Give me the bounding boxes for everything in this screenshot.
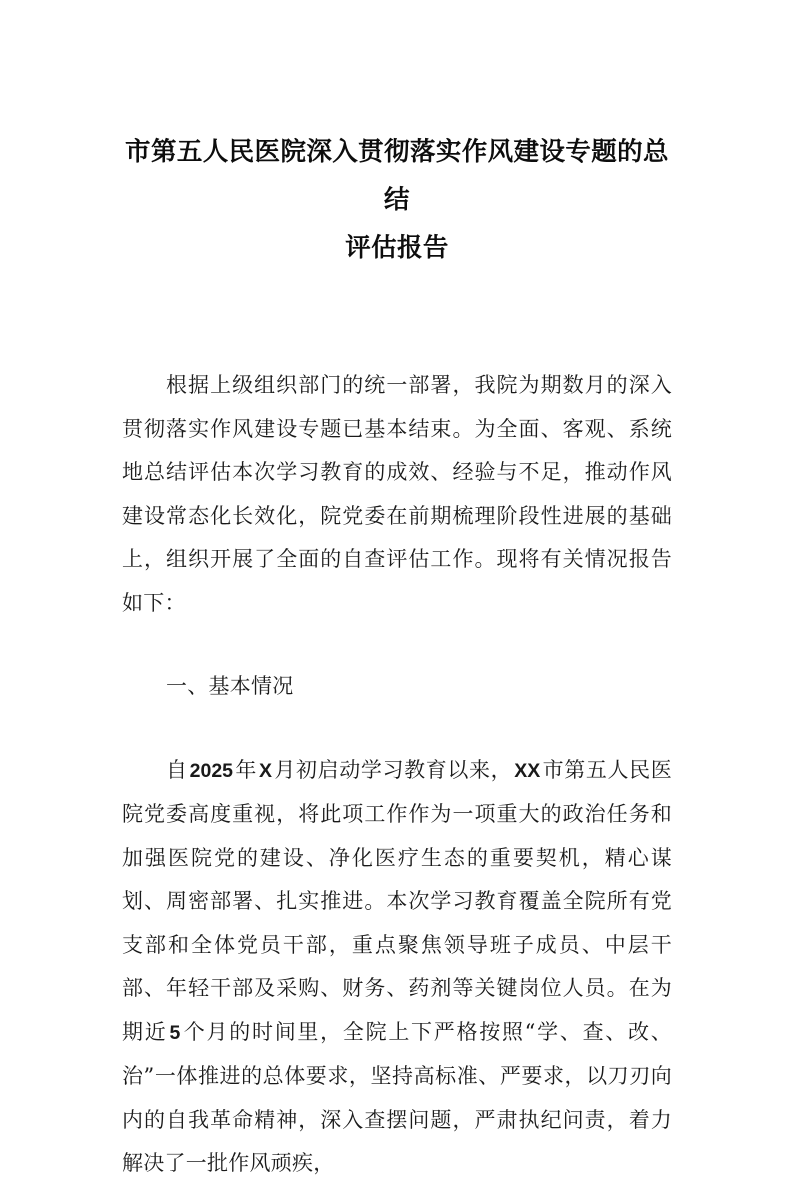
page-title-line-2: 评估报告 [345, 233, 449, 263]
section-heading-label: 一、基本情况 [166, 674, 294, 698]
para2-month-placeholder: X [259, 759, 273, 782]
page-title-line-1: 市第五人民医院深入贯彻落实作风建设专题的总结 [125, 137, 669, 215]
para2-segment-5: 个月的时间里，全院上下严格按照“学、查、改、治”一体推进的总体要求，坚持高标准、严要求，以刀刃向内的自我革命精神，深入查摆问题，严肃执纪问责，着力解决了一批作风顽疾， [122, 1019, 673, 1175]
page-title [122, 0, 672, 272]
paragraph-spacer-2 [122, 709, 672, 749]
section-heading-basic-situation [122, 665, 672, 709]
para2-year: 2025 [189, 759, 234, 782]
para2-city-placeholder: XX [514, 759, 541, 782]
document-body [122, 0, 672, 1186]
para2-segment-1: 自 [166, 757, 188, 782]
paragraph-intro-text: 根据上级组织部门的统一部署，我院为期数月的深入贯彻落实作风建设专题已基本结束。为全面、客观、系统地总结评估本次学习教育的成效、经验与不足，推动作风建设常态化长效化，院党委在前期梳理阶段性进展的基础上，组织开展了全面的自查评估工作。现将有关情况报告如下： [122, 373, 672, 615]
para2-month-count: 5 [169, 1021, 181, 1044]
para2-segment-2: 年 [235, 757, 258, 782]
title-spacer [122, 272, 672, 364]
paragraph-spacer-1 [122, 625, 672, 665]
para2-segment-4: 市第五人民医院党委高度重视，将此项工作作为一项重大的政治任务和加强医院党的建设、净化医疗生态的重要契机，精心谋划、周密部署、扎实推进。本次学习教育覆盖全院所有党支部和全体党员干部，重点聚焦领导班子成员、中层干部、年轻干部及采购、财务、药剂等关键岗位人员。在为期近 [122, 757, 673, 1044]
paragraph-basic-situation [122, 749, 672, 1186]
paragraph-intro [122, 364, 672, 625]
para2-segment-3: 月初启动学习教育以来， [274, 757, 513, 782]
